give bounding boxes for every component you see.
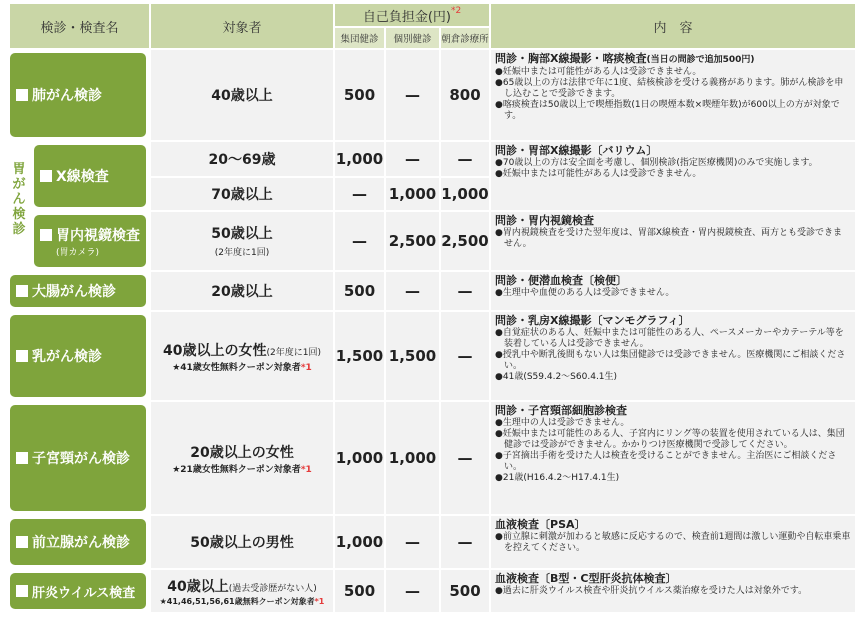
- row-hepatitis: [10, 569, 856, 613]
- colon-fee-individual: —: [385, 271, 440, 311]
- list-item: ●過去に肝炎ウイルス検査や肝炎抗ウイルス薬治療を受けた人は対象外です。: [495, 586, 808, 596]
- colon-target: 20歳以上: [150, 271, 334, 311]
- row-colon: [10, 271, 856, 311]
- checkbox-icon: [16, 89, 28, 101]
- endoscopy-button[interactable]: 胃内視鏡検査 (胃カメラ): [34, 215, 146, 267]
- hepatitis-fee-individual: —: [385, 569, 440, 613]
- lung-fee-clinic: 800: [440, 49, 490, 141]
- lung-fee-group: 500: [334, 49, 385, 141]
- endo-target: 50歳以上 (2年度に1回): [150, 211, 334, 271]
- xray-exam-button[interactable]: X線検査: [34, 145, 146, 207]
- header-exam-name: 検診・検査名: [10, 4, 150, 49]
- header-row: [10, 4, 856, 27]
- endo-content: 問診・胃内視鏡検査 ●胃内視鏡検査を受けた翌年度は、胃部X線検査・胃内視鏡検査、両方とも受診できません。: [490, 211, 856, 271]
- list-item: ●65歳以上の方は法律で年に1度、結核検診を受ける義務があります。肺がん検診を申し込むことで受診できます。: [495, 78, 844, 99]
- xray-fee-individual-1: —: [385, 141, 440, 177]
- list-item: ●41歳(S59.4.2～S60.4.1生): [495, 372, 618, 382]
- checkbox-icon: [40, 229, 52, 241]
- row-lung: [10, 49, 856, 141]
- row-breast: [10, 311, 856, 401]
- list-item: ●授乳中や断乳後間もない人は集団健診では受診できません。医療機関にご相談ください。: [495, 350, 846, 371]
- prostate-content: 血液検査〔PSA〕 ●前立腺に刺激が加わると敏感に反応するので、検査前1週間は激しい運動や自転車乗車を控えてください。: [490, 515, 856, 569]
- prostate-fee-clinic: —: [440, 515, 490, 569]
- header-fee: 自己負担金(円)$^{*2}$: [334, 4, 490, 27]
- colon-cancer-button[interactable]: 大腸がん検診: [10, 275, 146, 307]
- cervix-fee-clinic: —: [440, 401, 490, 515]
- hepatitis-content: 血液検査〔B型・C型肝炎抗体検査〕 ●過去に肝炎ウイルス検査や肝炎抗ウイルス薬治療を受けた人は対象外です。: [490, 569, 856, 613]
- lung-content: 問診・胸部X線撮影・喀痰検査(当日の問診で追加500円) ●妊娠中または可能性がある人は受診できません。 ●65歳以上の方は法律で年に1度、結核検診を受ける義務があります。肺がん検診を申し込むことで受診できます。 ●喀痰検査は50歳以上で喫煙指数(1日の喫煙本数×喫煙年数)が600以上の方が対象です。: [490, 49, 856, 141]
- list-item: ●妊娠中または可能性がある人は受診できません。: [495, 169, 702, 179]
- list-item: ●生理中や血便のある人は受診できません。: [495, 288, 675, 298]
- hepatitis-target: 40歳以上(過去受診歴がない人) ★41,46,51,56,61歳無料クーポン対象者*1: [150, 569, 334, 613]
- list-item: ●自覚症状のある人、妊娠中または可能性のある人、ペースメーカーやカテーテル等を装着している人は受診できません。: [495, 328, 844, 349]
- row-endoscopy: [10, 211, 856, 271]
- colon-fee-group: 500: [334, 271, 385, 311]
- cervix-target: 20歳以上の女性 ★21歳女性無料クーポン対象者*1: [150, 401, 334, 515]
- checkbox-icon: [16, 536, 28, 548]
- header-target: 対象者: [150, 4, 334, 49]
- cervix-content: 問診・子宮頸部細胞診検査 ●生理中の人は受診できません。 ●妊娠中または可能性のある人、子宮内にリング等の装置を使用されている人は、集団健診では受診ができません。かかりつけ医療機関で受診してください。 ●子宮摘出手術を受けた人は検査を受けることができません。主治医にご相談ください。 ●21歳(H16.4.2～H17.4.1生): [490, 401, 856, 515]
- endo-fee-group: —: [334, 211, 385, 271]
- checkbox-icon: [16, 285, 28, 297]
- header-content: 内 容: [490, 4, 856, 49]
- list-item: ●胃内視鏡検査を受けた翌年度は、胃部X線検査・胃内視鏡検査、両方とも受診できません。: [495, 228, 843, 249]
- row-xray-1: [10, 141, 856, 177]
- row-prostate: [10, 515, 856, 569]
- list-item: ●子宮摘出手術を受けた人は検査を受けることができません。主治医にご相談ください。: [495, 451, 837, 472]
- xray-fee-group-2: —: [334, 177, 385, 211]
- breast-fee-clinic: —: [440, 311, 490, 401]
- fee-note-mark: *2: [450, 5, 462, 16]
- list-item: ●妊娠中または可能性がある人は受診できません。: [495, 67, 702, 77]
- prostate-cancer-button[interactable]: 前立腺がん検診: [10, 519, 146, 565]
- checkbox-icon: [16, 452, 28, 464]
- stomach-cancer-label: 胃がん検診: [12, 162, 26, 237]
- checkbox-icon: [16, 585, 28, 597]
- xray-target-1: 20～69歳: [150, 141, 334, 177]
- checkbox-icon: [40, 170, 52, 182]
- hepatitis-fee-group: 500: [334, 569, 385, 613]
- hepatitis-virus-button[interactable]: 肝炎ウイルス検査: [10, 573, 146, 609]
- breast-target: 40歳以上の女性(2年度に1回) ★41歳女性無料クーポン対象者*1: [150, 311, 334, 401]
- breast-fee-individual: 1,500: [385, 311, 440, 401]
- breast-fee-group: 1,500: [334, 311, 385, 401]
- checkbox-icon: [16, 350, 28, 362]
- xray-content: 問診・胃部X線撮影〔バリウム〕 ●70歳以上の方は安全面を考慮し、個別検診(指定医療機関)のみで実施します。 ●妊娠中または可能性がある人は受診できません。: [490, 141, 856, 211]
- list-item: ●妊娠中または可能性のある人、子宮内にリング等の装置を使用されている人は、集団健診では受診ができません。かかりつけ医療機関で受診してください。: [495, 429, 845, 450]
- hepatitis-fee-clinic: 500: [440, 569, 490, 613]
- header-fee-individual: 個別健診: [385, 27, 440, 49]
- breast-cancer-button[interactable]: 乳がん検診: [10, 315, 146, 397]
- breast-content: 問診・乳房X線撮影〔マンモグラフィ〕 ●自覚症状のある人、妊娠中または可能性のある人、ペースメーカーやカテーテル等を装着している人は受診できません。 ●授乳中や断乳後間もない人は集団健診では受診できません。医療機関にご相談ください。 ●41歳(S59.4.2～S60.4.1生): [490, 311, 856, 401]
- xray-fee-individual-2: 1,000: [385, 177, 440, 211]
- cervical-cancer-button[interactable]: 子宮頸がん検診: [10, 405, 146, 511]
- list-item: ●21歳(H16.4.2～H17.4.1生): [495, 473, 620, 483]
- lung-fee-individual: —: [385, 49, 440, 141]
- cervix-fee-group: 1,000: [334, 401, 385, 515]
- xray-fee-group-1: 1,000: [334, 141, 385, 177]
- lung-cancer-button[interactable]: 肺がん検診: [10, 53, 146, 137]
- prostate-fee-group: 1,000: [334, 515, 385, 569]
- prostate-fee-individual: —: [385, 515, 440, 569]
- list-item: ●前立腺に刺激が加わると敏感に反応するので、検査前1週間は激しい運動や自転車乗車を控えてください。: [495, 532, 851, 553]
- cervix-fee-individual: 1,000: [385, 401, 440, 515]
- endo-fee-clinic: 2,500: [440, 211, 490, 271]
- endo-fee-individual: 2,500: [385, 211, 440, 271]
- colon-fee-clinic: —: [440, 271, 490, 311]
- list-item: ●70歳以上の方は安全面を考慮し、個別検診(指定医療機関)のみで実施します。: [495, 158, 818, 168]
- header-fee-group: 集団健診: [334, 27, 385, 49]
- xray-target-2: 70歳以上: [150, 177, 334, 211]
- colon-content: 問診・便潜血検査〔検便〕 ●生理中や血便のある人は受診できません。: [490, 271, 856, 311]
- list-item: ●喀痰検査は50歳以上で喫煙指数(1日の喫煙本数×喫煙年数)が600以上の方が対象です。: [495, 100, 840, 121]
- prostate-target: 50歳以上の男性: [150, 515, 334, 569]
- screening-table: [10, 4, 857, 614]
- lung-target: 40歳以上: [150, 49, 334, 141]
- header-fee-clinic: 朝倉診療所: [440, 27, 490, 49]
- xray-fee-clinic-1: —: [440, 141, 490, 177]
- list-item: ●生理中の人は受診できません。: [495, 418, 630, 428]
- row-cervix: [10, 401, 856, 515]
- xray-fee-clinic-2: 1,000: [440, 177, 490, 211]
